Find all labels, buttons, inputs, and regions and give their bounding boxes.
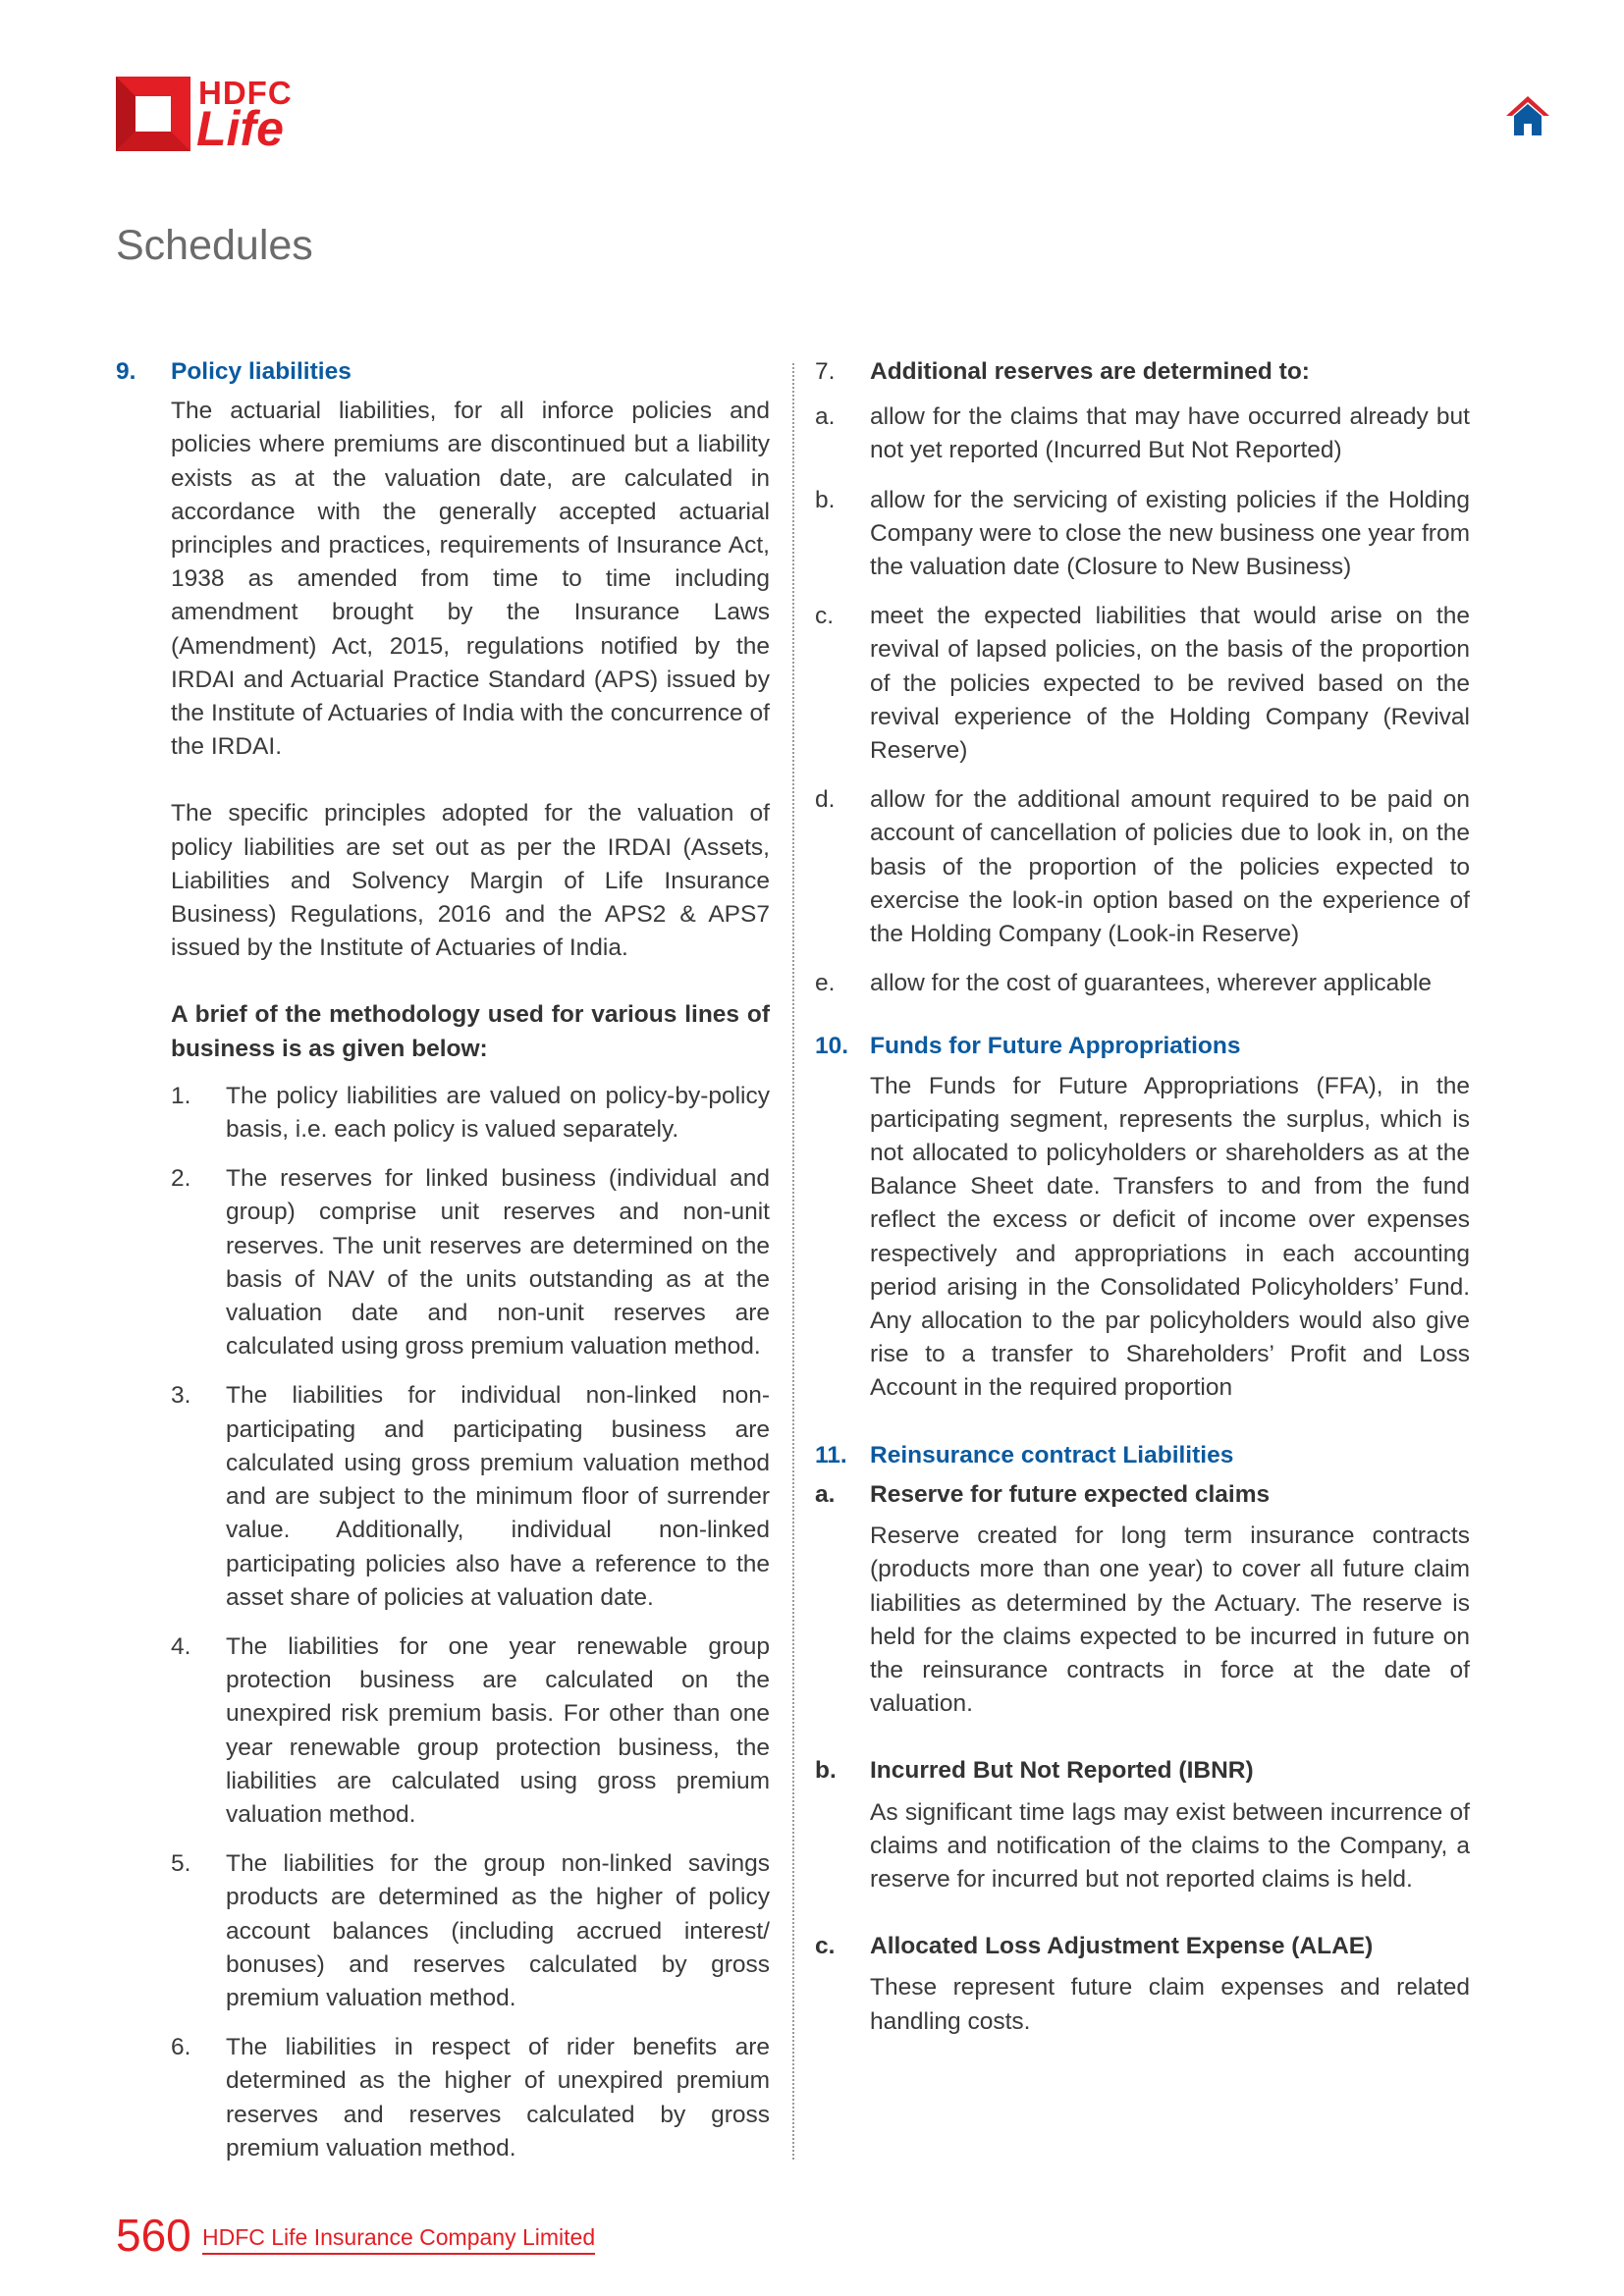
sub-title: Incurred But Not Reported (IBNR) [870,1757,1254,1785]
list-text: The liabilities for one year renewable group protection business are calculated on the unexpired risk premium basis. For other than one year renewable group protection business, the liabilities are calculated using gross premium valuation method. [226,1632,770,1828]
list-letter: d. [815,786,836,814]
section-title: Reinsurance contract Liabilities [870,1441,1234,1468]
section-number: 9. [116,358,136,385]
subsection-a-heading [815,1478,1470,1512]
sub-title: Allocated Loss Adjustment Expense (ALAE) [870,1933,1374,1960]
page-title: Schedules [116,222,313,269]
paragraph: Reserve created for long term insurance contracts (products more than one year) to cover all future claim liabilities as determined by the Actuary. The reserve is held for the claims expected to be incurred in future on the reinsurance contracts in force at the date of valuation. [870,1522,1470,1718]
paragraph: As significant time lags may exist between incurrence of claims and notification of the claims to the Company, a reserve for incurred but not reported claims is held. [870,1798,1470,1893]
list-letter: a. [815,403,836,431]
list-text: allow for the claims that may have occurred already but not yet reported (Incurred But Not Reported) [870,403,1470,464]
list-text: The liabilities for the group non-linked savings products are determined as the higher of policy account balances (including accrued interest/ bonuses) and reserves calculated by gross premium valuation method. [226,1850,770,2011]
list-number: 4. [171,1632,191,1660]
footer-company-link[interactable]: HDFC Life Insurance Company Limited [202,2224,595,2255]
list-item [760,400,1470,467]
section-11-heading [815,1439,1470,1472]
list-item [760,600,1470,768]
page-number: 560 [116,2210,191,2261]
paragraph: The specific principles adopted for the valuation of policy liabilities are set out as per the IRDAI (Assets, Liabilities and Solvency Margin of Life Insurance Business) Regulations, 2016 and the APS2 & APS7 issued by the Institute of Actuaries of India. [171,800,770,962]
subsection-b-heading [815,1754,1470,1788]
list-number: 5. [171,1850,191,1878]
list-item [116,1379,770,1614]
section-number: 10. [815,1033,849,1060]
left-column [116,355,770,2181]
hdfc-life-logo [116,77,308,155]
list-item [116,2031,770,2165]
list-number: 6. [171,2034,191,2061]
list-text: allow for the servicing of existing policies if the Holding Company were to close the new business one year from the valuation date (Closure to New Business) [870,486,1470,581]
sub-title: Reserve for future expected claims [870,1480,1271,1508]
list-text: The liabilities for individual non-linked non-participating and participating business are calculated using gross premium valuation method and are subject to the minimum floor of surrender value. Additionally, individual non-linked participating policies also have a reference to the asset share of policies at valuation date. [226,1382,770,1611]
list-text: The liabilities in respect of rider benefits are determined as the higher of unexpired premium reserves and reserves calculated by gross premium valuation method. [226,2034,770,2162]
right-column [815,355,1470,2039]
list-item [760,783,1470,951]
sub-letter: a. [815,1480,836,1508]
subsection-c-heading [815,1930,1470,1963]
list-letter: b. [815,486,836,513]
list-item [760,967,1470,1000]
section-number: 11. [815,1441,847,1468]
list-number: 3. [171,1382,191,1410]
methodology-heading: A brief of the methodology used for various lines of business is as given below: [171,1001,770,1062]
list-text: The reserves for linked business (individual and group) comprise unit reserves and non-unit reserves. The unit reserves are determined on the basis of NAV of the units outstanding as at the valuation date and non-unit reserves are calculated using gross premium valuation method. [226,1165,770,1361]
list-number: 7. [815,358,836,385]
list-text: allow for the cost of guarantees, wherever applicable [870,970,1432,997]
list-item [116,1162,770,1363]
paragraph: The Funds for Future Appropriations (FFA), in the participating segment, represents the surplus, which is not allocated to policyholders or shareholders as at the Balance Sheet date. Transfers to and from the fund reflect the excess or deficit of income over expenses respectively and appropriations in each accounting period arising in the Consolidated Policyholders’ Fund. Any allocation to the par policyholders would also give rise to a transfer to Shareholders’ Profit and Loss Account in the required proportion [870,1072,1470,1402]
list-item [116,1630,770,1832]
item-7-title: Additional reserves are determined to: [870,358,1310,385]
paragraph: These represent future claim expenses and related handling costs. [870,1974,1470,2035]
list-letter: c. [815,603,835,630]
sub-letter: b. [815,1757,837,1785]
list-item [116,1080,770,1147]
list-item [116,1847,770,2015]
section-10-heading [815,1030,1470,1063]
logo-text-hdfc: HDFC [198,75,293,111]
section-9-heading [116,355,770,389]
logo-text-life: Life [196,101,284,156]
list-text: allow for the additional amount required to be paid on account of cancellation of policies due to look in, on the basis of the proportion of the policies expected to exercise the look-in option based on the experience of the Holding Company (Look-in Reserve) [870,786,1470,948]
list-letter: e. [815,970,836,997]
section-title: Policy liabilities [171,358,352,385]
list-text: meet the expected liabilities that would arise on the revival of lapsed policies, on the basis of the proportion of the policies expected to be revived based on the revival experience of the Holding Company (Revival Reserve) [870,603,1470,765]
list-text: The policy liabilities are valued on policy-by-policy basis, i.e. each policy is valued separately. [226,1082,770,1144]
sub-letter: c. [815,1933,836,1960]
item-7-heading [760,355,1470,389]
list-number: 1. [171,1082,191,1109]
section-title: Funds for Future Appropriations [870,1033,1241,1060]
home-icon[interactable] [1504,94,1551,137]
list-item [760,484,1470,585]
list-number: 2. [171,1165,191,1193]
paragraph: The actuarial liabilities, for all inforce policies and policies where premiums are discontinued but a liability exists as at the valuation date, are calculated in accordance with the generally accepted actuarial principles and practices, requirements of Insurance Act, 1938 as amended from time to time including amendment brought by the Insurance Laws (Amendment) Act, 2015, regulations notified by the IRDAI and Actuarial Practice Standard (APS) issued by the Institute of Actuaries of India with the concurrence of the IRDAI. [171,398,770,761]
logo-square-icon [116,77,190,151]
